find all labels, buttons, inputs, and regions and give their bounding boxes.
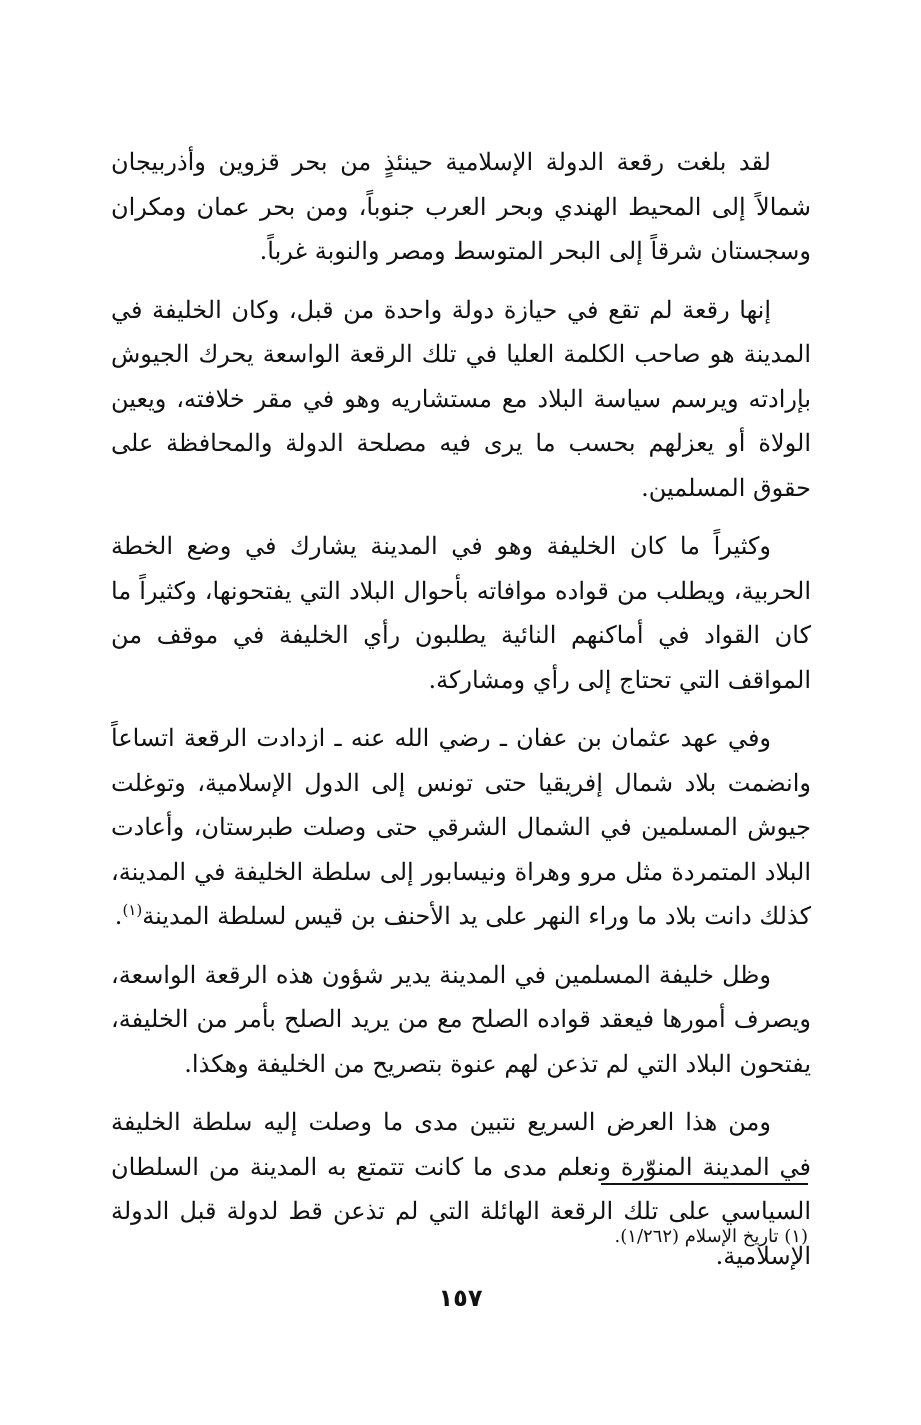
paragraph-4 <box>111 716 811 939</box>
paragraph-3: وكثيراً ما كان الخليفة وهو في المدينة يشارك في وضع الخطة الحربية، ويطلب من قواده موافاته بأحوال البلاد التي يفتحونها، وكثيراً ما كان القواد في أماكنهم النائية يطلبون رأي الخليفة في موقف من المواقف التي تحتاج إلى رأي ومشاركة. <box>111 532 811 694</box>
paragraph-5: وظل خليفة المسلمين في المدينة يدير شؤون هذه الرقعة الواسعة، ويصرف أمورها فيعقد قواده الصلح مع من يريد الصلح بأمر من الخليفة، يفتحون البلاد التي لم تذعن لهم عنوة بتصريح من الخليفة وهكذا. <box>111 960 811 1078</box>
paragraph-4-end: . <box>114 902 123 930</box>
paragraph-6: ومن هذا العرض السريع نتبين مدى ما وصلت إليه سلطة الخليفة في المدينة المنوّرة ونعلم مدى ما كانت تتمتع به المدينة من السلطان السياسي على تلك الرقعة الهائلة التي لم تذعن قط لدولة قبل الدولة الإسلامية. <box>111 1108 812 1270</box>
footnote: (١) تاريخ الإسلام (١/٢٦٢). <box>614 1226 808 1247</box>
paragraph-4-text: وفي عهد عثمان بن عفان ـ رضي الله عنه ـ ازدادت الرقعة اتساعاً وانضمت بلاد شمال إفريقيا حتى تونس إلى الدول الإسلامية، وتوغلت جيوش المسلمين في الشمال الشرقي حتى وصلت طبرستان، وأعادت البلاد المتمردة مثل مرو وهراة ونيسابور إلى سلطة الخليفة في المدينة، كذلك دانت بلاد ما وراء النهر على يد الأحنف بن قيس لسلطة المدينة <box>111 724 811 930</box>
main-text <box>111 140 811 1292</box>
page-number: ١٥٧ <box>438 1284 483 1312</box>
paragraph-1: لقد بلغت رقعة الدولة الإسلامية حينئذٍ من بحر قزوين وأذربيجان شمالاً إلى المحيط الهندي وبحر العرب جنوباً، ومن بحر عمان ومكران وسجستان شرقاً إلى البحر المتوسط ومصر والنوبة غرباً. <box>111 148 811 265</box>
footnote-divider <box>601 1183 808 1185</box>
paragraph-2: إنها رقعة لم تقع في حيازة دولة واحدة من قبل، وكان الخليفة في المدينة هو صاحب الكلمة العليا في تلك الرقعة الواسعة يحرك الجيوش بإرادته ويرسم سياسة البلاد مع مستشاريه وهو في مقر خلافته، ويعين الولاة أو يعزلهم بحسب ما يرى فيه مصلحة الدولة والمحافظة على حقوق المسلمين. <box>111 295 811 502</box>
footnote-reference: (١) <box>122 901 143 919</box>
